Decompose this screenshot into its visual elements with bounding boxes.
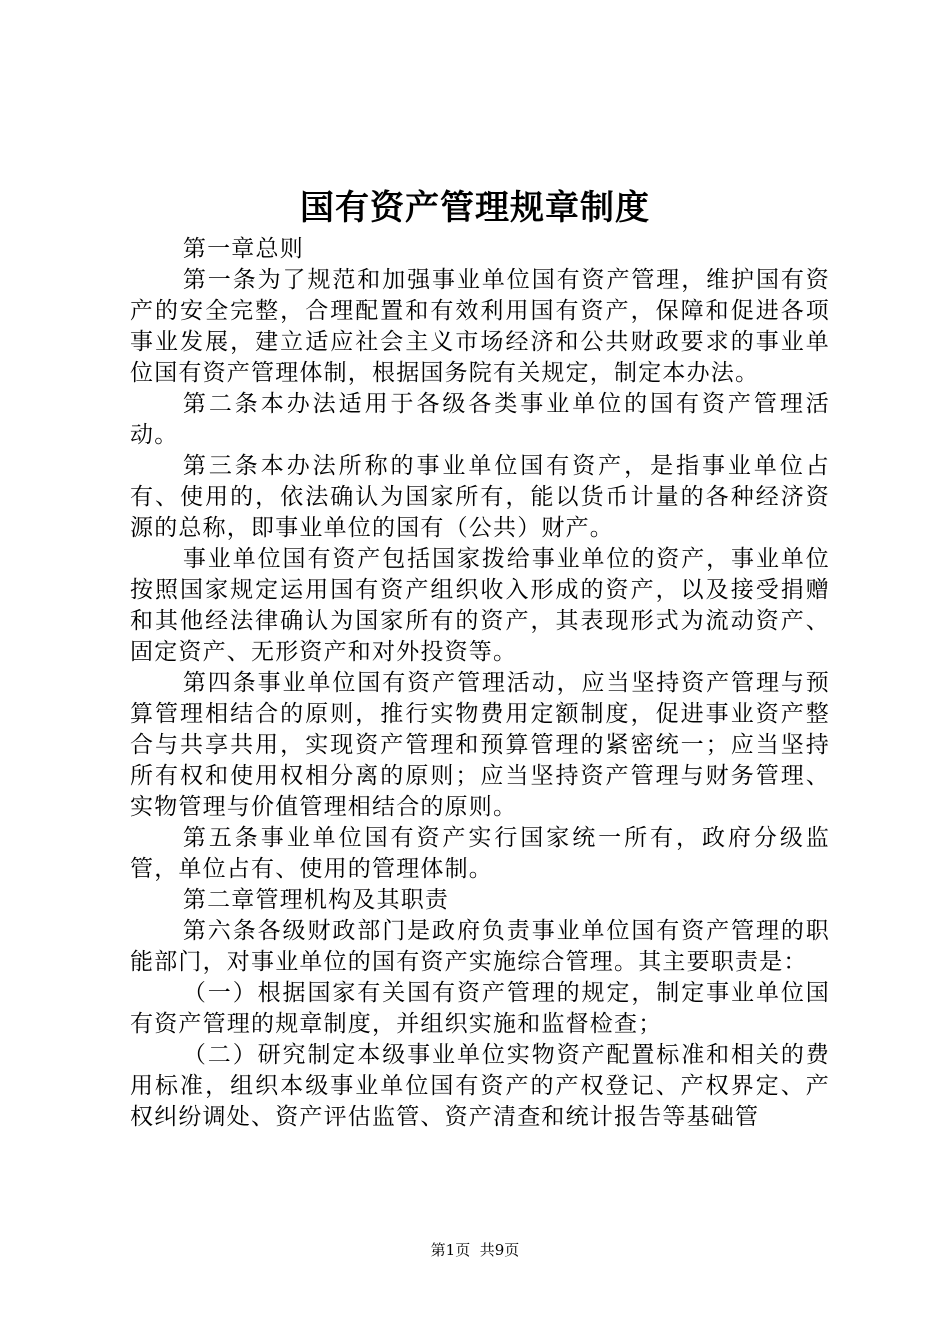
list-item: （二）研究制定本级事业单位实物资产配置标准和相关的费用标准，组织本级事业单位国有资产的产权登记、产权界定、产权纠纷调处、资产评估监管、资产清查和统计报告等基础管: [130, 1042, 830, 1130]
page-footer: [0, 1240, 950, 1260]
document-title: 国有资产管理规章制度: [300, 188, 650, 228]
chapter-heading: 第一章总则: [182, 236, 304, 262]
page-number: 第1页: [430, 1241, 471, 1259]
article-paragraph: 第四条事业单位国有资产管理活动，应当坚持资产管理与预算管理相结合的原则，推行实物费用定额制度，促进事业资产整合与共享共用，实现资产管理和预算管理的紧密统一；应当坚持所有权和使用权相分离的原则；应当坚持资产管理与财务管理、实物管理与价值管理相结合的原则。: [130, 670, 830, 820]
article-paragraph: 第五条事业单位国有资产实行国家统一所有，政府分级监管，单位占有、使用的管理体制。: [130, 825, 830, 882]
page-total: 共9页: [479, 1241, 520, 1259]
article-paragraph: 第二条本办法适用于各级各类事业单位的国有资产管理活动。: [130, 391, 830, 448]
document-body: [130, 234, 830, 1133]
article-paragraph: 事业单位国有资产包括国家拨给事业单位的资产，事业单位按照国家规定运用国有资产组织收入形成的资产，以及接受捐赠和其他经法律确认为国家所有的资产，其表现形式为流动资产、固定资产、无形资产和对外投资等。: [130, 546, 830, 665]
list-item: （一）根据国家有关国有资产管理的规定，制定事业单位国有资产管理的规章制度，并组织实施和监督检查；: [130, 980, 830, 1037]
chapter-heading: 第二章管理机构及其职责: [182, 887, 450, 913]
article-paragraph: 第六条各级财政部门是政府负责事业单位国有资产管理的职能部门，对事业单位的国有资产实施综合管理。其主要职责是：: [130, 918, 830, 975]
article-paragraph: 第一条为了规范和加强事业单位国有资产管理，维护国有资产的安全完整，合理配置和有效利用国有资产，保障和促进各项事业发展，建立适应社会主义市场经济和公共财政要求的事业单位国有资产管理体制，根据国务院有关规定，制定本办法。: [130, 267, 830, 386]
article-paragraph: 第三条本办法所称的事业单位国有资产，是指事业单位占有、使用的，依法确认为国家所有，能以货币计量的各种经济资源的总称，即事业单位的国有（公共）财产。: [130, 453, 830, 541]
